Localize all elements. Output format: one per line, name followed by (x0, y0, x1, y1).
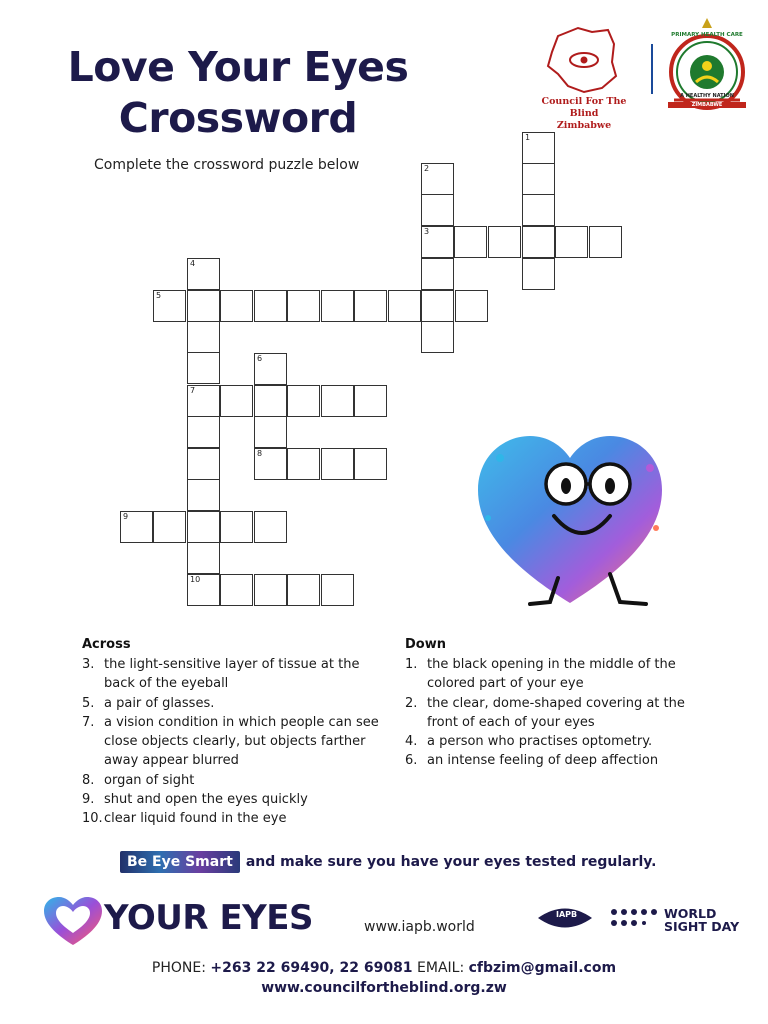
down-clue: 2. the clear, dome-shaped covering at the front of each of your eyes (405, 695, 685, 730)
crossword-cell-3across-5[interactable] (555, 226, 588, 258)
crossword-cell-5across-2[interactable] (187, 290, 220, 322)
crossword-cell-5across-4[interactable] (254, 290, 287, 322)
crossword-cell-5across-5[interactable] (287, 290, 320, 322)
world-sight-day-dots-icon (608, 906, 660, 930)
crossword-cell-7across-2[interactable] (220, 385, 253, 417)
across-heading: Across (82, 637, 131, 652)
crossword-cell-1down-1[interactable]: 1 (522, 132, 555, 164)
crossword-cell-3across-3[interactable] (488, 226, 521, 258)
be-eye-smart-badge: Be Eye Smart (120, 851, 240, 873)
crossword-cell-3across-1[interactable]: 3 (421, 226, 454, 258)
wsd-line-2: SIGHT DAY (664, 919, 740, 934)
crossword-cell-10across-1[interactable]: 10 (187, 574, 220, 606)
across-clue: 8. organ of sight (82, 772, 195, 788)
email-value[interactable]: cfbzim@gmail.com (468, 960, 617, 976)
crossword-cell-4down-10[interactable] (187, 542, 220, 574)
crossword-cell-4down-7[interactable] (187, 448, 220, 480)
crossword-cell-1down-5[interactable] (522, 258, 555, 290)
down-heading: Down (405, 637, 446, 652)
crossword-cell-8across-4[interactable] (354, 448, 387, 480)
across-clue: 10.clear liquid found in the eye (82, 811, 287, 827)
title-line-1: Love Your Eyes (67, 43, 409, 91)
crossword-cell-5across-3[interactable] (220, 290, 253, 322)
crossword-cell-7across-1[interactable]: 7 (187, 385, 220, 417)
website-link[interactable]: www.councilfortheblind.org.zw (261, 980, 507, 996)
down-clue-list (405, 655, 725, 771)
down-clue: 1. the black opening in the middle of the colored part of your eye (405, 657, 676, 692)
subtitle: Complete the crossword puzzle below (94, 157, 360, 173)
contact-line (0, 960, 768, 976)
crossword-cell-1down-2[interactable] (522, 163, 555, 195)
down-clue: 6. an intense feeling of deep affection (405, 753, 659, 769)
down-clue: 4. a person who practises optometry. (405, 734, 653, 750)
crossword-cell-8across-2[interactable] (287, 448, 320, 480)
across-clue: 9. shut and open the eyes quickly (82, 792, 308, 808)
crossword-cell-5across-7[interactable] (354, 290, 387, 322)
crossword-cell-10across-3[interactable] (254, 574, 287, 606)
crossword-cell-5across-8[interactable] (388, 290, 421, 322)
across-clue-list (82, 655, 392, 829)
crossword-cell-6down-1[interactable]: 6 (254, 353, 287, 385)
email-label: EMAIL: (417, 960, 465, 976)
iapb-url[interactable]: www.iapb.world (364, 919, 475, 935)
heart-mascot-icon (470, 428, 670, 613)
crossword-cell-5across-9[interactable] (421, 290, 454, 322)
crossword-cell-7across-4[interactable] (287, 385, 320, 417)
crossword-cell-9across-2[interactable] (153, 511, 186, 543)
crossword-cell-2down-1[interactable]: 2 (421, 163, 454, 195)
across-clue: 3. the light-sensitive layer of tissue at the back of the eyeball (82, 657, 360, 692)
crossword-cell-10across-2[interactable] (220, 574, 253, 606)
tagline-text: and make sure you have your eyes tested regularly. (245, 854, 657, 870)
crossword-cell-3across-2[interactable] (454, 226, 487, 258)
crossword-cell-5across-1[interactable]: 5 (153, 290, 186, 322)
cbz-line-2: Zimbabwe (556, 120, 612, 131)
world-sight-day-text (664, 907, 739, 933)
crossword-cell-3across-4[interactable] (522, 226, 555, 258)
across-clue: 7. a vision condition in which people can see close objects clearly, but objects farther away appear blurred (82, 714, 379, 769)
phc-middle-text: A HEALTHY NATION (680, 93, 734, 99)
crossword-cell-4down-4[interactable] (187, 352, 220, 384)
crossword-cell-4down-6[interactable] (187, 416, 220, 448)
crossword-cell-3across-6[interactable] (589, 226, 622, 258)
crossword-cell-9across-3[interactable] (187, 511, 220, 543)
phone-label: PHONE: (151, 960, 206, 976)
phone-value[interactable]: +263 22 69490, 22 69081 (210, 960, 413, 976)
crossword-cell-4down-3[interactable] (187, 321, 220, 353)
crossword-cell-7across-6[interactable] (354, 385, 387, 417)
phc-top-text: PRIMARY HEALTH CARE (671, 32, 743, 38)
brand-text: YOUR EYES (104, 898, 313, 938)
crossword-cell-9across-4[interactable] (220, 511, 253, 543)
crossword-cell-5across-6[interactable] (321, 290, 354, 322)
crossword-cell-4down-1[interactable]: 4 (187, 258, 220, 290)
phc-bottom-text: ZIMBABWE (668, 102, 746, 108)
crossword-cell-1down-3[interactable] (522, 194, 555, 226)
crossword-cell-6down-3[interactable] (254, 416, 287, 448)
crossword-cell-2down-6[interactable] (421, 321, 454, 353)
wsd-line-1: WORLD (664, 906, 717, 921)
crossword-cell-2down-2[interactable] (421, 194, 454, 226)
heart-logo-icon (42, 895, 104, 947)
crossword-cell-9across-1[interactable]: 9 (120, 511, 153, 543)
crossword-cell-8across-1[interactable]: 8 (254, 448, 287, 480)
crossword-cell-9across-5[interactable] (254, 511, 287, 543)
crossword-cell-2down-4[interactable] (421, 258, 454, 290)
tagline (120, 851, 656, 873)
crossword-cell-4down-8[interactable] (187, 479, 220, 511)
crossword-cell-10across-5[interactable] (321, 574, 354, 606)
title-line-2: Crossword (118, 94, 358, 142)
cbz-line-1: Council For The Blind (541, 96, 627, 119)
crossword-cell-5across-10[interactable] (455, 290, 488, 322)
across-clue: 5. a pair of glasses. (82, 695, 215, 711)
crossword-cell-10across-4[interactable] (287, 574, 320, 606)
crossword-cell-7across-5[interactable] (321, 385, 354, 417)
iapb-badge-text: IAPB (556, 910, 578, 919)
crossword-cell-8across-3[interactable] (321, 448, 354, 480)
crossword-cell-7across-3[interactable] (254, 385, 287, 417)
